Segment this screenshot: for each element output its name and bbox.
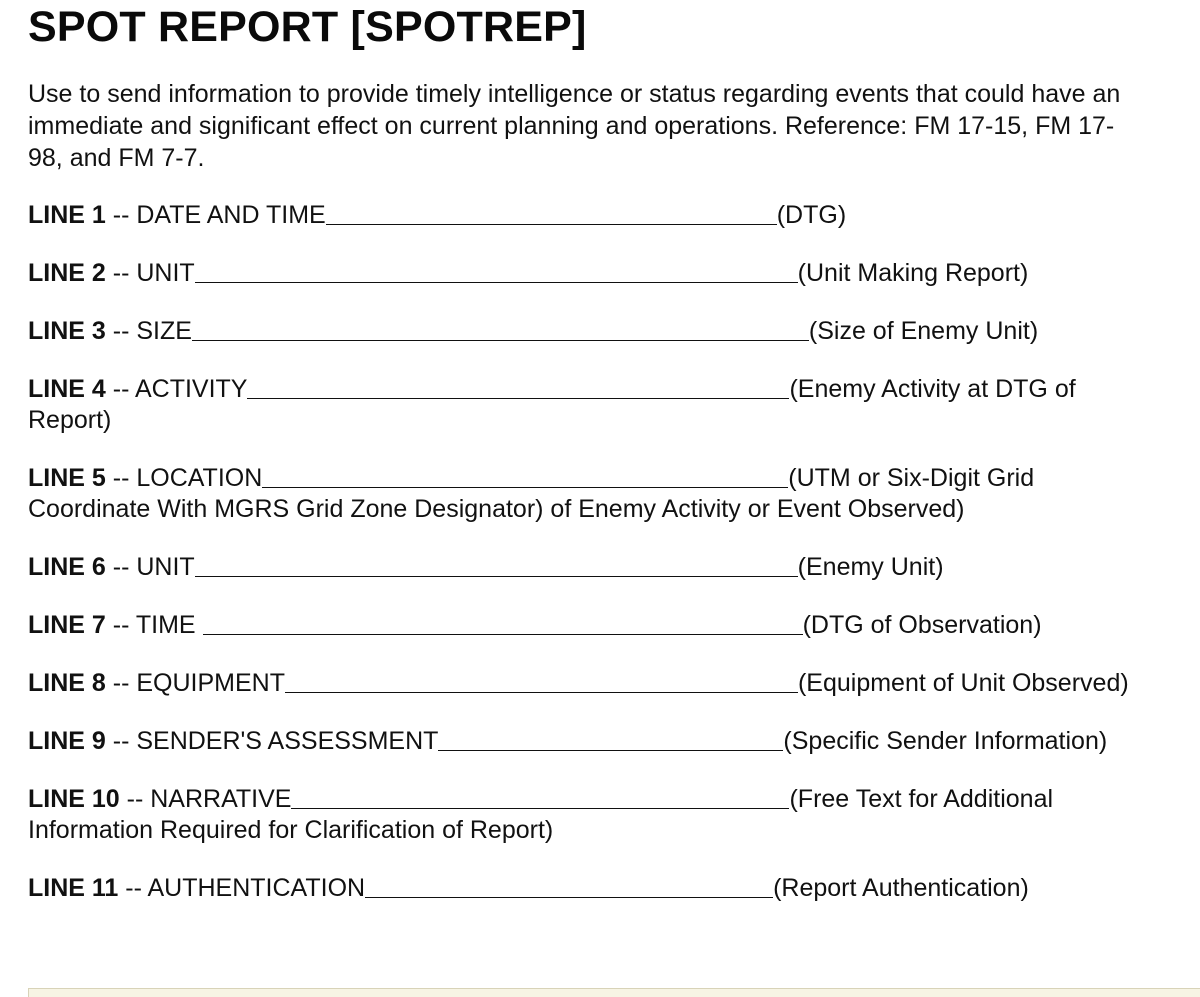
report-line-7 bbox=[28, 610, 1148, 641]
line-label: -- UNIT bbox=[105, 259, 195, 287]
line-hint: (DTG of Observation) bbox=[802, 611, 1042, 639]
line-label: -- UNIT bbox=[105, 553, 195, 581]
line-number: LINE 8 bbox=[28, 669, 106, 697]
line-hint: (Enemy Unit) bbox=[797, 553, 944, 581]
line-11-blank[interactable] bbox=[365, 873, 773, 898]
line-hint: (Size of Enemy Unit) bbox=[808, 317, 1039, 345]
line-label: -- EQUIPMENT bbox=[105, 669, 285, 697]
line-label: -- NARRATIVE bbox=[119, 785, 292, 813]
line-number: LINE 10 bbox=[28, 785, 120, 813]
line-5-blank[interactable] bbox=[262, 463, 788, 488]
report-line-5 bbox=[28, 463, 1148, 525]
line-hint: (Free Text for Additional Information Required for Clarification of Report) bbox=[28, 785, 1054, 844]
report-line-9 bbox=[28, 726, 1148, 757]
line-7-blank[interactable] bbox=[203, 610, 803, 635]
line-4-blank[interactable] bbox=[247, 374, 789, 399]
line-1-blank[interactable] bbox=[326, 200, 777, 225]
report-line-2 bbox=[28, 258, 1148, 289]
line-hint: (Specific Sender Information) bbox=[783, 727, 1108, 755]
line-hint: (Equipment of Unit Observed) bbox=[797, 669, 1129, 697]
line-number: LINE 1 bbox=[28, 201, 106, 229]
line-hint: (UTM or Six-Digit Grid Coordinate With MGRS Grid Zone Designator) of Enemy Activity or Event Observed) bbox=[28, 464, 1035, 523]
line-number: LINE 5 bbox=[28, 464, 106, 492]
line-8-blank[interactable] bbox=[285, 668, 798, 693]
spotrep-document bbox=[28, 0, 1178, 931]
line-label: -- SENDER'S ASSESSMENT bbox=[105, 727, 439, 755]
line-label: -- AUTHENTICATION bbox=[118, 874, 366, 902]
page-title: SPOT REPORT [SPOTREP] bbox=[28, 3, 587, 51]
report-line-8 bbox=[28, 668, 1148, 699]
line-2-blank[interactable] bbox=[195, 258, 798, 283]
report-line-6 bbox=[28, 552, 1148, 583]
intro-paragraph: Use to send information to provide timely intelligence or status regarding events that could have an immediate and significant effect on current planning and operations. Reference: FM 17-15, FM 17-98, and FM 7-7. bbox=[28, 80, 1121, 172]
line-label: -- SIZE bbox=[105, 317, 192, 345]
line-number: LINE 11 bbox=[28, 874, 119, 902]
line-hint: (Unit Making Report) bbox=[797, 259, 1029, 287]
report-line-1 bbox=[28, 200, 1148, 231]
line-number: LINE 3 bbox=[28, 317, 106, 345]
line-10-blank[interactable] bbox=[291, 784, 789, 809]
report-line-11 bbox=[28, 873, 1148, 904]
line-label: -- LOCATION bbox=[105, 464, 263, 492]
line-hint: (Report Authentication) bbox=[773, 874, 1029, 902]
line-label: -- TIME bbox=[105, 611, 203, 639]
report-line-10 bbox=[28, 784, 1148, 846]
line-9-blank[interactable] bbox=[438, 726, 783, 751]
line-6-blank[interactable] bbox=[195, 552, 798, 577]
line-label: -- ACTIVITY bbox=[105, 375, 248, 403]
line-number: LINE 4 bbox=[28, 375, 106, 403]
line-hint: (Enemy Activity at DTG of Report) bbox=[28, 375, 1076, 434]
line-3-blank[interactable] bbox=[192, 316, 809, 341]
line-label: -- DATE AND TIME bbox=[105, 201, 326, 229]
report-lines bbox=[28, 200, 1178, 904]
line-number: LINE 9 bbox=[28, 727, 106, 755]
line-number: LINE 7 bbox=[28, 611, 106, 639]
line-hint: (DTG) bbox=[776, 201, 847, 229]
report-line-3 bbox=[28, 316, 1148, 347]
report-line-4 bbox=[28, 374, 1148, 436]
line-number: LINE 2 bbox=[28, 259, 106, 287]
line-number: LINE 6 bbox=[28, 553, 106, 581]
footer-panel bbox=[28, 988, 1200, 997]
